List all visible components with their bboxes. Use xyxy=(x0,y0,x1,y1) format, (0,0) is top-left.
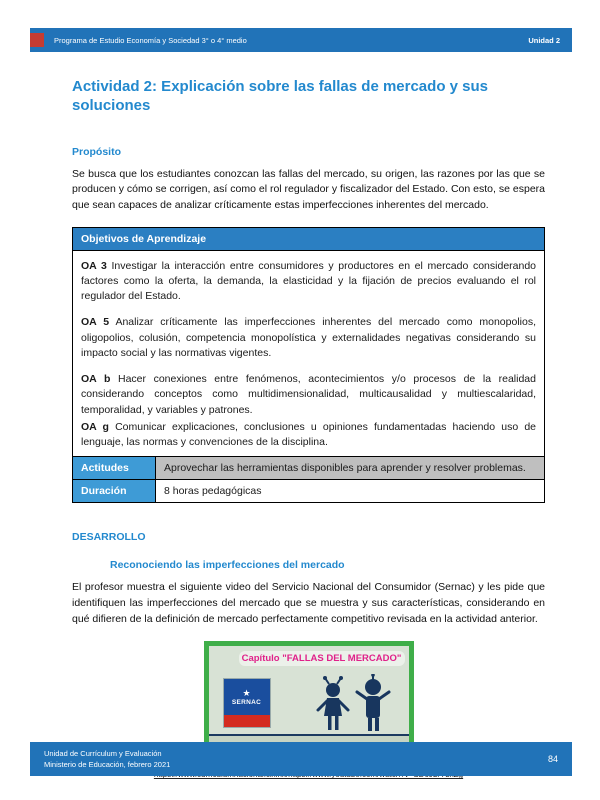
cartoon-characters-illustration xyxy=(313,674,397,736)
proposito-body: Se busca que los estudiantes conozcan las fallas del mercado, su origen, las razones por las que se producen y cómo se corrigen, así como el rol regulador y fiscalizador del Estado. Con esto, se espera que sean capaces de analizar críticamente estas imperfecciones inherentes del mercado. xyxy=(72,167,545,211)
star-icon: ★ xyxy=(242,687,251,698)
objetivos-table xyxy=(72,227,545,503)
header-unit-label: Unidad 2 xyxy=(528,35,560,45)
proposito-heading: Propósito xyxy=(72,145,121,158)
desarrollo-subheading: Reconociendo las imperfecciones del mercado xyxy=(110,559,345,572)
header-accent-square xyxy=(30,33,44,47)
sernac-logo-blue-block xyxy=(224,679,270,715)
actitudes-value-cell: Aprovechar las herramientas disponibles para aprender y resolver problemas. xyxy=(156,457,545,480)
page-header xyxy=(30,28,572,52)
oa-item-5-label: OA 5 xyxy=(81,316,110,329)
oa-item-g xyxy=(81,420,536,450)
desarrollo-body: El profesor muestra el siguiente video del Servicio Nacional del Consumidor (Sernac) y les pide que identifiquen las imperfecciones del mercado que se muestra y sus características, considerando en qué difieren de la definición de mercado perfectamente competitivo revisada en la actividad anterior. xyxy=(72,581,545,625)
header-program-title: Programa de Estudio Economía y Sociedad 3° o 4° medio xyxy=(54,35,247,45)
video-caption: Capítulo "FALLAS DEL MERCADO" xyxy=(239,651,405,666)
activity-title: Actividad 2: Explicación sobre las fallas de mercado y sus soluciones xyxy=(72,78,489,114)
oa-item-3-label: OA 3 xyxy=(81,259,107,272)
footer-text xyxy=(44,748,170,771)
page-footer xyxy=(30,742,572,776)
oa-body-row xyxy=(73,250,545,456)
oa-item-3-text: Investigar la interacción entre consumidores y productores en el mercado considerando factores como la oferta, la demanda, la elasticidad y la fijación de precios evaluando el rol regulador del Estado. xyxy=(81,259,537,303)
oa-item-5-text: Analizar críticamente las imperfecciones inherentes del mercado como monopolios, oligopolios, colusión, competencia monopolística y externalidades negativas considerando su impacto social y las normativas vigentes. xyxy=(81,316,536,359)
duracion-value-cell: 8 horas pedagógicas xyxy=(156,480,545,503)
actitudes-row xyxy=(73,457,545,480)
oa-item-g-text: Comunicar explicaciones, conclusiones u opiniones fundamentadas haciendo uso de lenguaje, las normas y convenciones de la disciplina. xyxy=(81,420,536,448)
table-header-cell: Objetivos de Aprendizaje xyxy=(73,227,545,250)
oa-item-5 xyxy=(81,315,536,361)
table-header-row xyxy=(73,227,545,250)
sernac-logo xyxy=(223,678,271,728)
page-content xyxy=(72,52,545,779)
page-number: 84 xyxy=(547,754,558,764)
duracion-label-cell: Duración xyxy=(73,480,156,503)
desarrollo-heading: DESARROLLO xyxy=(72,531,146,544)
footer-line1: Unidad de Currículum y Evaluación xyxy=(44,748,162,758)
oa-item-g-label: OA g xyxy=(81,420,109,433)
sernac-logo-red-block xyxy=(224,715,270,727)
duracion-row xyxy=(73,480,545,503)
oa-item-b-label: OA b xyxy=(81,373,111,386)
oa-item-b-text: Hacer conexiones entre fenómenos, acontecimientos y/o procesos de la realidad considerando conceptos como multidimensionalidad, multicausalidad y multiescalaridad, temporalidad, y variables y patrones. xyxy=(81,373,536,416)
actitudes-label-cell: Actitudes xyxy=(73,457,156,480)
oa-item-b xyxy=(81,372,536,418)
sernac-logo-text: SERNAC xyxy=(231,698,262,706)
oa-item-3 xyxy=(81,259,536,305)
oa-body-cell xyxy=(73,250,545,456)
footer-line2: Ministerio de Educación, febrero 2021 xyxy=(44,760,171,769)
